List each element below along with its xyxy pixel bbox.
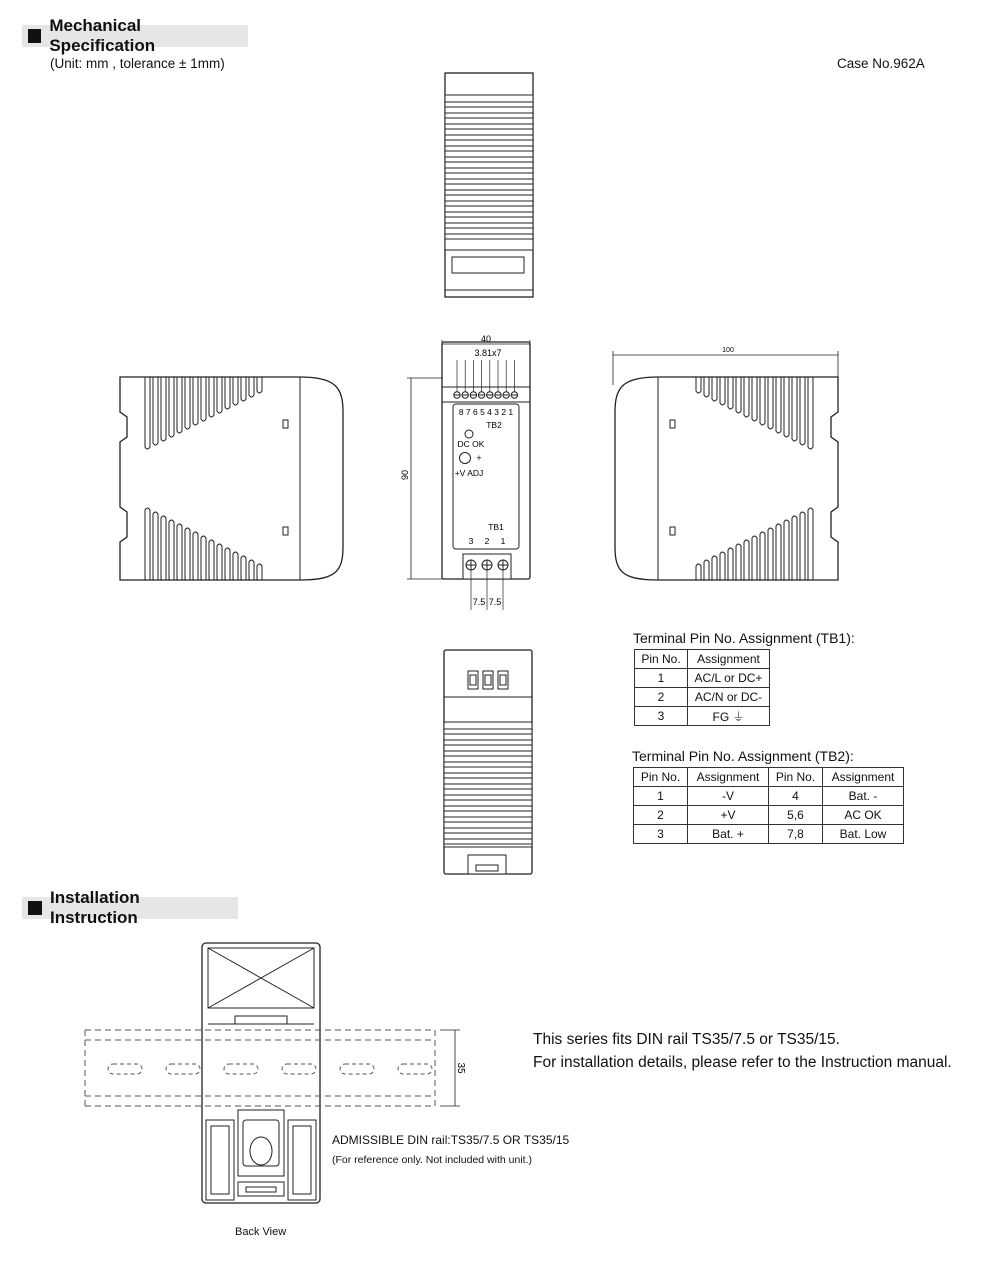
reference-note-text: (For reference only. Not included with unit.) — [332, 1154, 532, 1166]
table-cell: Bat. - — [823, 787, 904, 806]
table-cell: Bat. + — [688, 825, 769, 844]
table-cell: FG ⏚ — [688, 707, 770, 726]
install-detail-text: For installation details, please refer to the Instruction manual. — [533, 1054, 952, 1071]
vadj-label: +V ADJ — [454, 468, 484, 478]
table-cell: 3 — [634, 825, 688, 844]
front-view-drawing — [395, 332, 545, 617]
dim-pitch-text: 3.81x7 — [474, 348, 502, 358]
dc-ok-label: DC OK — [457, 439, 485, 449]
admissible-rail-text: ADMISSIBLE DIN rail:TS35/7.5 OR TS35/15 — [332, 1133, 570, 1147]
tb2-header-assignment-b: Assignment — [823, 768, 904, 787]
top-view-drawing — [440, 70, 540, 300]
tb1-table — [634, 649, 770, 726]
tb1-header-pin: Pin No. — [635, 650, 688, 669]
table-cell: 5,6 — [769, 806, 823, 825]
plus-label: + — [476, 453, 482, 463]
table-row — [634, 806, 904, 825]
installation-heading — [22, 888, 238, 927]
tb1-pin-1: 1 — [500, 536, 506, 546]
tb2-label: TB2 — [486, 420, 502, 430]
tb1-label: TB1 — [488, 522, 504, 532]
table-cell: +V — [688, 806, 769, 825]
tb1-pitch-b: 7.5 — [488, 597, 502, 607]
back-view-label: Back View — [235, 1226, 287, 1238]
table-cell: -V — [688, 787, 769, 806]
dim-width-text: 40 — [480, 334, 492, 344]
table-cell: 2 — [634, 806, 688, 825]
table-cell: AC OK — [823, 806, 904, 825]
table-row — [634, 825, 904, 844]
tb2-header-pin-b: Pin No. — [769, 768, 823, 787]
dim-height-text: 90 — [400, 469, 410, 481]
mechanical-spec-title: Mechanical Specification — [49, 16, 156, 55]
table-cell: AC/L or DC+ — [688, 669, 770, 688]
table-row — [634, 787, 904, 806]
bottom-view-drawing — [440, 647, 540, 877]
table-header-row — [635, 650, 770, 669]
table-cell: 1 — [634, 787, 688, 806]
tb1-pitch-a: 7.5 — [472, 597, 486, 607]
table-row — [635, 707, 770, 726]
installation-title: Installation Instruction — [49, 888, 140, 927]
table-row — [635, 688, 770, 707]
tb2-header-pin-a: Pin No. — [634, 768, 688, 787]
tb2-table-title: Terminal Pin No. Assignment (TB2): — [632, 748, 854, 764]
tb2-header-assignment-a: Assignment — [688, 768, 769, 787]
table-cell: 4 — [769, 787, 823, 806]
case-number: Case No.962A — [837, 56, 925, 71]
tb1-table-title: Terminal Pin No. Assignment (TB1): — [633, 630, 855, 646]
tb2-table — [633, 767, 904, 844]
table-cell: 1 — [635, 669, 688, 688]
right-side-view-drawing — [608, 345, 858, 590]
tb1-pin-3: 3 — [468, 536, 474, 546]
square-bullet-icon — [28, 901, 42, 915]
rail-dim-text: 35 — [455, 1062, 466, 1074]
mechanical-spec-heading — [22, 16, 248, 55]
unit-note: (Unit: mm , tolerance ± 1mm) — [50, 56, 225, 71]
tb1-header-assignment: Assignment — [688, 650, 770, 669]
table-cell: AC/N or DC- — [688, 688, 770, 707]
tb1-pin-2: 2 — [484, 536, 490, 546]
back-view-drawing — [80, 938, 480, 1208]
table-cell: 2 — [635, 688, 688, 707]
table-row — [635, 669, 770, 688]
table-cell: Bat. Low — [823, 825, 904, 844]
dim-depth-text: 100 — [722, 347, 734, 354]
din-fit-text: This series fits DIN rail TS35/7.5 or TS35/15. — [533, 1031, 840, 1048]
left-side-view-drawing — [115, 372, 350, 587]
table-cell: 3 — [635, 707, 688, 726]
tb2-pin-numbers: 8 7 6 5 4 3 2 1 — [458, 407, 514, 417]
table-header-row — [634, 768, 904, 787]
square-bullet-icon — [28, 29, 41, 43]
table-cell: 7,8 — [769, 825, 823, 844]
